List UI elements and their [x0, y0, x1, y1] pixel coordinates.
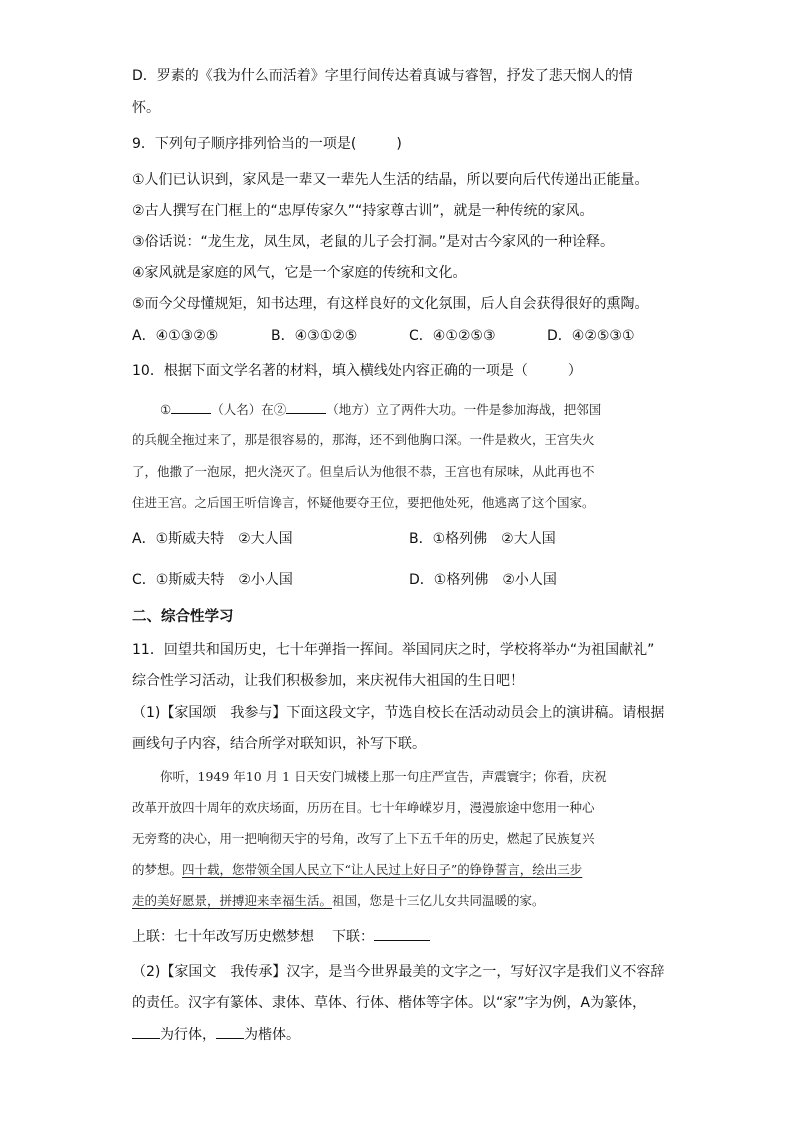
q9-sentence-4: ④家风就是家庭的风气，它是一个家庭的传统和文化。 [132, 265, 467, 281]
q8-option-d-line2: 怀。 [132, 100, 160, 116]
q9-stem-close: ) [396, 136, 402, 152]
q9-sentence-3: ③俗话说：“龙生龙，凤生凤，老鼠的儿子会打洞。”是对古今家风的一种诠释。 [132, 234, 615, 250]
q9-stem [132, 134, 402, 154]
q9-option-b[interactable]: B．④③①②⑤ [271, 328, 358, 344]
q11-sub2-blank-2[interactable] [216, 1024, 244, 1039]
q11-sub1-line-2: 画线句子内容，结合所学对联知识，补写下联。 [132, 736, 426, 752]
q9-option-d[interactable]: D．④②⑤③① [547, 328, 635, 344]
q11-sub2-line-3: 为行体， 为楷体。 [132, 1024, 300, 1045]
couplet-upper: 上联：七十年改写历史燃梦想 [132, 929, 314, 945]
couplet-line [132, 926, 430, 947]
q10-option-d[interactable]: D．①格列佛 ②小人国 [409, 572, 557, 588]
q10-passage-line-2: 的兵舰全拖过来了，那是很容易的，那海，还不到他胸口深。一件是救火，王宫失火 [132, 432, 595, 447]
speech-line-5: 走的美好愿景，拼搏迎来幸福生活。祖国，您是十三亿儿女共同温暖的家。 [132, 893, 545, 908]
q11-sub1-line-1: （1)【家国颂 我参与】下面这段文字，节选自校长在活动动员会上的演讲稿。请根据 [132, 705, 665, 721]
q9-sentence-1: ①人们已认识到，家风是一辈又一辈先人生活的结晶，所以要向后代传递出正能量。 [132, 172, 649, 188]
q10-blank-1[interactable] [171, 399, 211, 414]
q8-option-d-line1: D．罗素的《我为什么而活着》字里行间传达着真诚与睿智，抒发了悲天悯人的情 [132, 68, 633, 84]
q10-option-b[interactable]: B．①格列佛 ②大人国 [409, 531, 556, 547]
q9-stem-text: 9．下列句子顺序排列恰当的一项是( [132, 136, 357, 152]
underlined-sentence-part-2: 走的美好愿景，拼搏迎来幸福生活。 [132, 893, 333, 908]
speech-line-3: 无旁骛的决心，用一把响彻天宇的号角，改写了上下五千年的历史，燃起了民族复兴 [132, 831, 595, 846]
q10-option-c[interactable]: C．①斯威夫特 ②小人国 [132, 572, 293, 588]
couplet-lower-blank[interactable] [374, 926, 430, 941]
q11-stem-line-2: 综合性学习活动，让我们积极参加，来庆祝伟大祖国的生日吧！ [132, 673, 524, 689]
q10-stem [132, 361, 582, 381]
q10-blank-2[interactable] [286, 399, 326, 414]
q11-stem-line-1: 11．回望共和国历史，七十年弹指一挥间。举国同庆之时，学校将举办“为祖国献礼” [132, 642, 655, 658]
underlined-sentence-part-1: 四十载，您带领全国人民立下“让人民过上好日子”的铮铮誓言，绘出三步 [182, 862, 583, 877]
speech-line-4: 的梦想。四十载，您带领全国人民立下“让人民过上好日子”的铮铮誓言，绘出三步 [132, 862, 583, 877]
q10-passage-line-4: 住进王宫。之后国王听信谗言，怀疑他要夺王位，要把他处死，他逃离了这个国家。 [132, 495, 595, 510]
q9-sentence-2: ②古人撰写在门框上的“忠厚传家久”“持家尊古训”，就是一种传统的家风。 [132, 203, 594, 219]
q11-sub2-line-2: 的责任。汉字有篆体、隶体、草体、行体、楷体等字体。以“家”字为例，A为篆体， [132, 995, 647, 1011]
q10-stem-text: 10．根据下面文学名著的材料，填入横线处内容正确的一项是（ [132, 363, 528, 379]
couplet-lower-label: 下联： [332, 929, 374, 945]
speech-line-1: 你听，1949 年10 月 1 日天安门城楼上那一句庄严宣告，声震寰宇；你看，庆祝 [160, 769, 607, 784]
section-2-title: 二、综合性学习 [132, 609, 234, 625]
q11-sub2-blank-1[interactable] [132, 1024, 160, 1039]
q10-passage-line-3: 了，他撒了一泡尿，把火浇灭了。但皇后认为他很不恭，王宫也有尿味，从此再也不 [132, 464, 595, 479]
q9-sentence-5: ⑤而今父母懂规矩，知书达理，有这样良好的文化氛围，后人自会获得很好的熏陶。 [132, 296, 649, 312]
q11-sub2-line-1: （2)【家国文 我传承】汉字，是当今世界最美的文字之一，写好汉字是我们义不容辞 [132, 964, 665, 980]
q10-stem-close: ） [567, 363, 582, 379]
q10-passage-line-1: ① （人名）在② （地方）立了两件大功。一件是参加海战，把邻国 [160, 399, 601, 420]
q9-option-a[interactable]: A．④①③②⑤ [132, 328, 219, 344]
speech-line-2: 改革开放四十周年的欢庆场面，历历在目。七十年峥嵘岁月，漫漫旅途中您用一种心 [132, 800, 595, 815]
q9-option-c[interactable]: C．④①②⑤③ [409, 328, 496, 344]
q10-option-a[interactable]: A．①斯威夫特 ②大人国 [132, 531, 293, 547]
